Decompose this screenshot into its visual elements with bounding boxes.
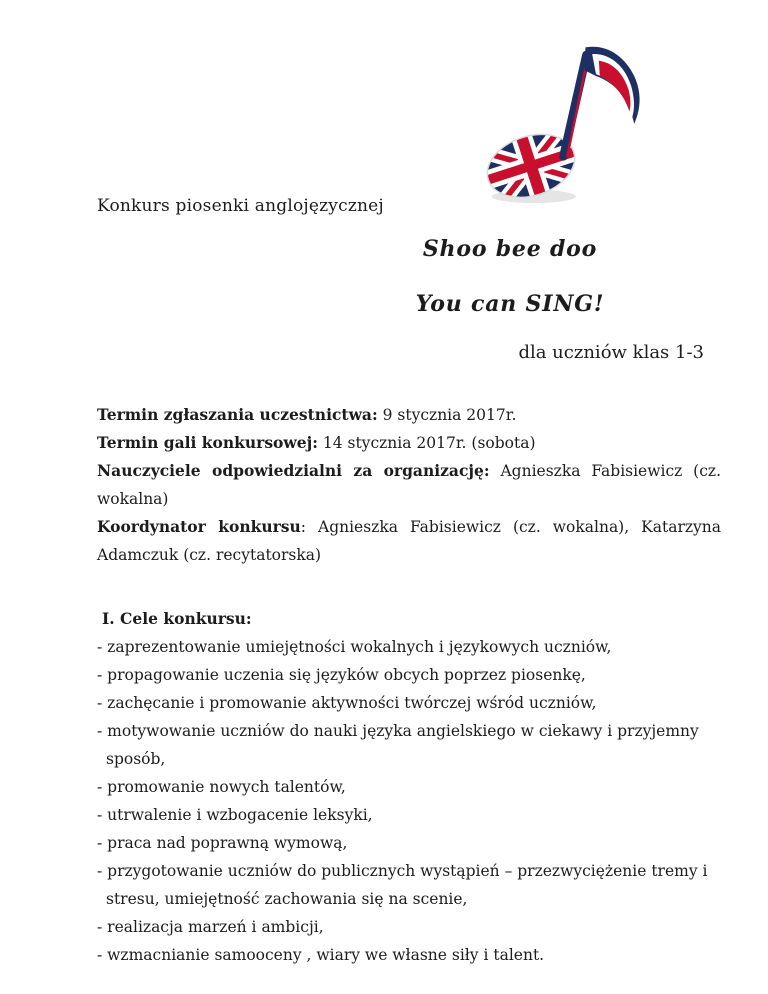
goal-item: - utrwalenie i wzbogacenie leksyki,: [97, 806, 373, 824]
goal-item: - praca nad poprawną wymową,: [97, 834, 348, 852]
goal-item: - realizacja marzeń i ambicji,: [97, 918, 324, 936]
info-label: Nauczyciele odpowiedzialni za organizację:: [97, 461, 490, 480]
document-kicker: Konkurs piosenki anglojęzycznej: [97, 196, 384, 216]
goal-item: - zachęcanie i promowanie aktywności twórczej wśród uczniów,: [97, 694, 597, 712]
info-value: 9 stycznia 2017r.: [377, 406, 517, 424]
info-label: Termin zgłaszania uczestnictwa:: [97, 405, 378, 424]
goal-item: - motywowanie uczniów do nauki języka angielskiego w ciekawy i przyjemny sposób,: [97, 722, 699, 768]
info-line-gala: [97, 429, 721, 457]
goals-section-heading: I. Cele konkursu:: [102, 609, 252, 628]
audience-line: dla uczniów klas 1-3: [518, 342, 704, 363]
document-body: [97, 401, 721, 969]
goal-item: - propagowanie uczenia się języków obcych poprzez piosenkę,: [97, 666, 586, 684]
goal-item: - przygotowanie uczniów do publicznych wystąpień – przezwyciężenie tremy i stresu, umiejętność zachowania się na scenie,: [97, 862, 708, 908]
goals-list: [97, 633, 721, 969]
info-line-coordinator: [97, 513, 721, 569]
info-label: Termin gali konkursowej:: [97, 433, 318, 452]
info-line-deadline: [97, 401, 721, 429]
info-value: 14 stycznia 2017r. (sobota): [317, 434, 536, 452]
info-label: Koordynator konkursu: [97, 517, 301, 536]
goal-item: - zaprezentowanie umiejętności wokalnych i językowych uczniów,: [97, 638, 612, 656]
music-note-uk-flag-icon: [478, 34, 670, 206]
title-line-1: Shoo bee doo: [422, 236, 598, 262]
info-value: Agnieszka Fabisiewicz (cz. wokalna): [97, 462, 721, 508]
goal-item: - wzmacnianie samooceny , wiary we własne siły i talent.: [97, 946, 545, 964]
info-line-teachers: [97, 457, 721, 513]
info-value: : Agnieszka Fabisiewicz (cz. wokalna), Katarzyna Adamczuk (cz. recytatorska): [97, 518, 721, 564]
goal-item: - promowanie nowych talentów,: [97, 778, 346, 796]
title-line-2: You can SING!: [415, 291, 605, 317]
